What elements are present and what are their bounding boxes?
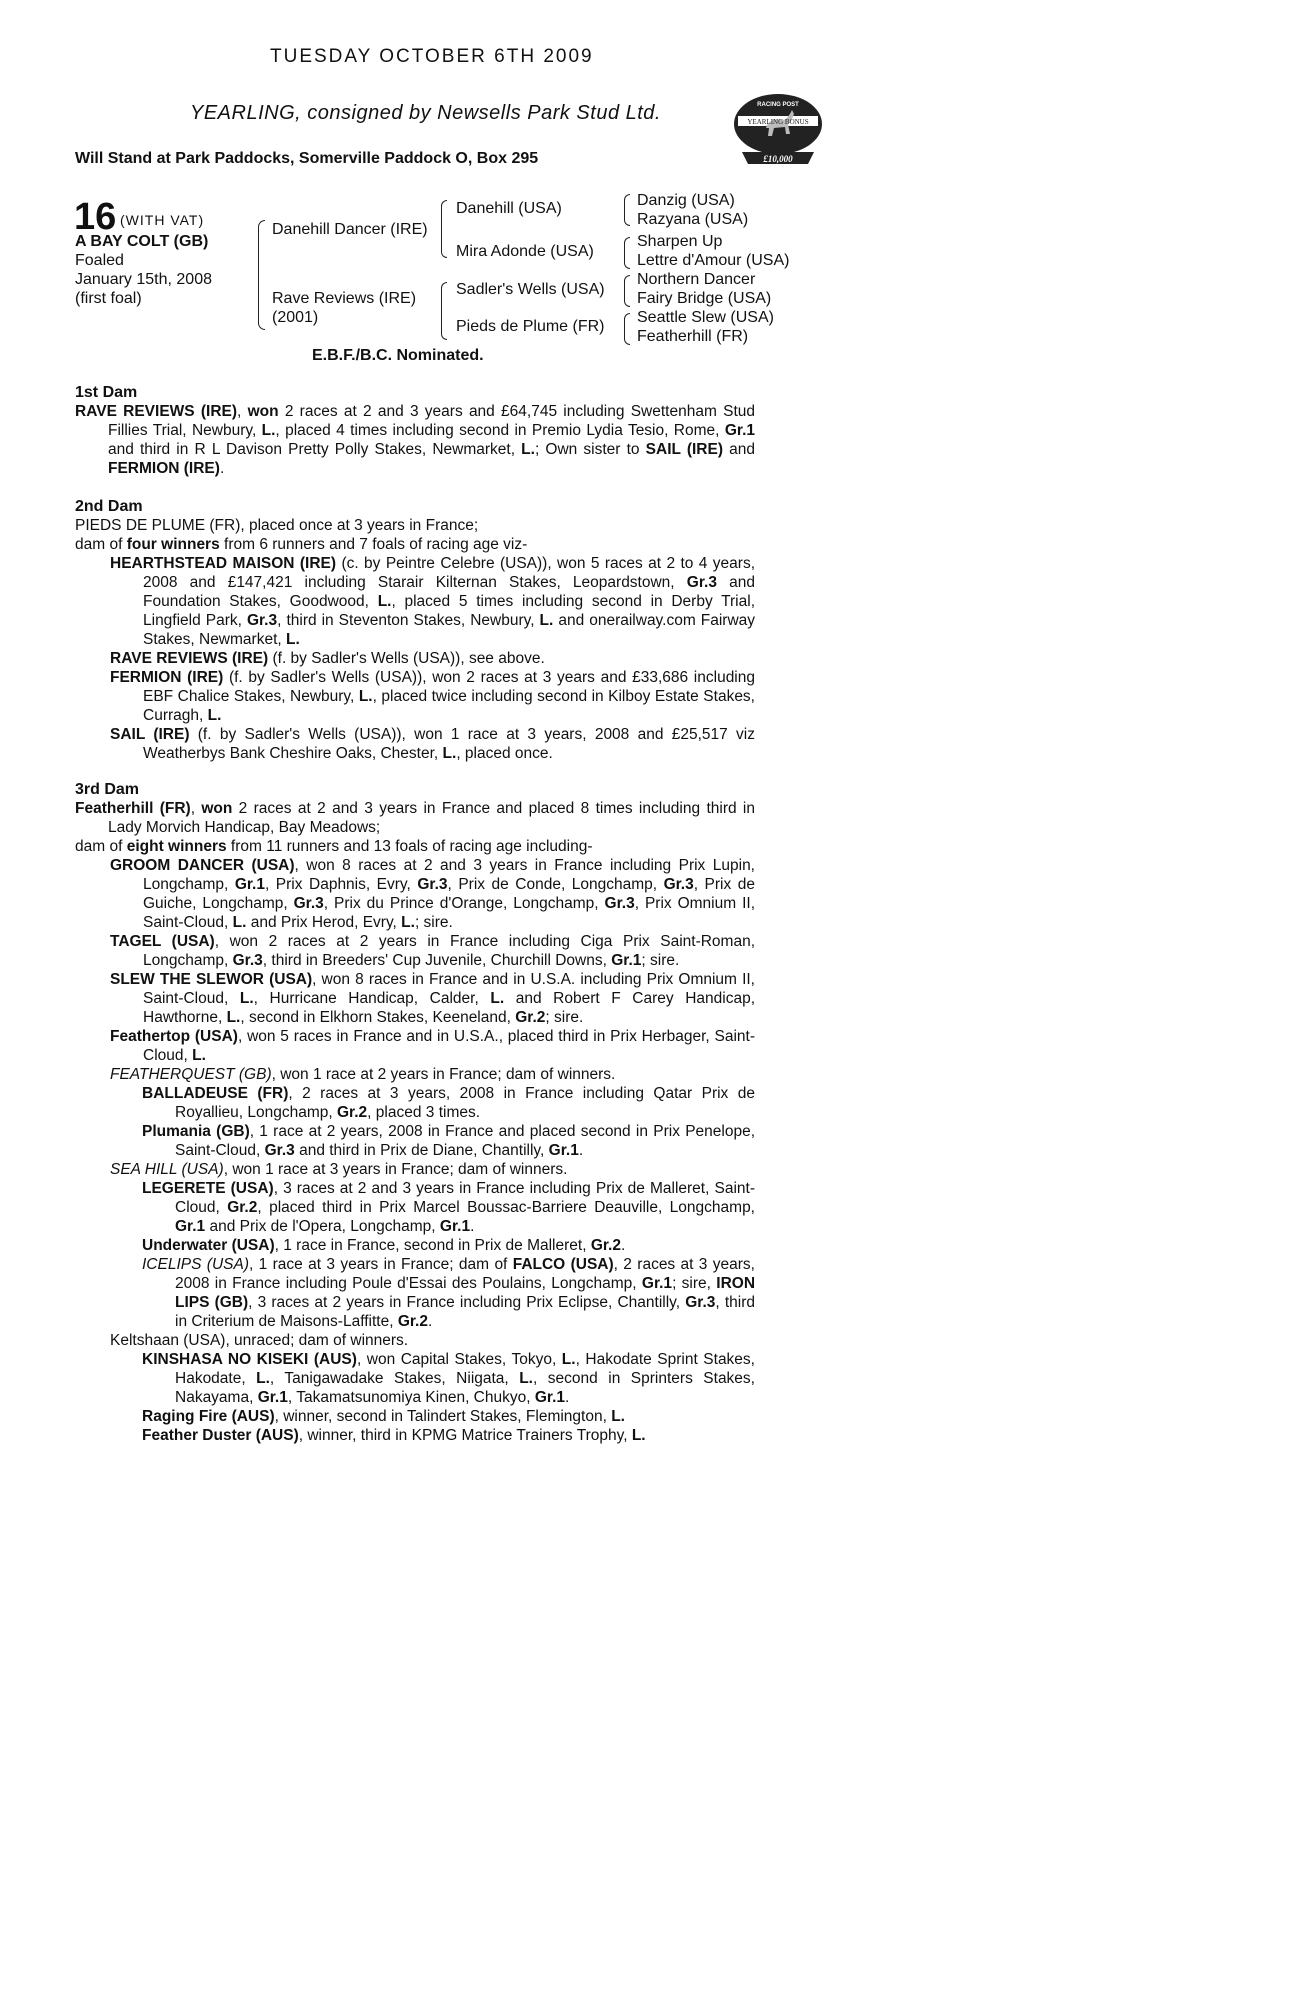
brace-dam [441,282,447,340]
pedigree-g1: Danzig (USA) [637,192,735,209]
pedigree-g6: Fairy Bridge (USA) [637,290,772,307]
section-title: 1st Dam [75,384,138,401]
pedigree-sire: Danehill Dancer (IRE) [272,221,428,238]
pedigree-dam-dam: Pieds de Plume (FR) [456,318,605,335]
progeny-entry: GROOM DANCER (USA), won 8 races at 2 and 3 years in France including Prix Lupin, Longchamp, Gr.1, Prix Daphnis, Evry, Gr.3, Prix de Conde, Longchamp, Gr.3, Prix de Guiche, Longchamp, Gr.3, Prix du Prince d'Orange, Longchamp, Gr.3, Prix Omnium II, Saint-Cloud, L. and Prix Herod, Evry, L.; sire. [110,857,756,931]
progeny-entry: FERMION (IRE) (f. by Sadler's Wells (USA)), won 2 races at 3 years and £33,686 including EBF Chalice Stakes, Newbury, L., placed twice including second in Kilboy Estate Stakes, Curragh, L. [110,669,755,724]
lot-number: 16 [74,196,117,238]
progeny-entry: ICELIPS (USA), 1 race at 3 years in France; dam of FALCO (USA), 2 races at 3 years, 2008 in France including Poule d'Essai des Poulains, Longchamp, Gr.1; sire, IRON LIPS (GB), 3 races at 2 years in France including Prix Eclipse, Chantilly, Gr.3, third in Criterium de Maisons-Laffitte, Gr.2. [142,1256,756,1330]
progeny-entry: Feather Duster (AUS), winner, third in KPMG Matrice Trainers Trophy, L. [142,1427,646,1444]
progeny-entry: SLEW THE SLEWOR (USA), won 8 races in France and in U.S.A. including Prix Omnium II, Saint-Cloud, L., Hurricane Handicap, Calder, L. and Robert F Carey Handicap, Hawthorne, L., second in Elkhorn Stakes, Keeneland, Gr.2; sire. [110,971,755,1026]
second-dam-section [75,498,755,763]
foal-note: (first foal) [75,290,142,307]
pedigree-g8: Featherhill (FR) [637,328,749,345]
brace-g1 [624,194,630,226]
brace-g2 [624,237,630,269]
progeny-entry: TAGEL (USA), won 2 races at 2 years in France including Ciga Prix Saint-Roman, Longchamp, Gr.3, third in Breeders' Cup Juvenile, Churchill Downs, Gr.1; sire. [110,933,756,969]
progeny-entry: Feathertop (USA), won 5 races in France and in U.S.A., placed third in Prix Herbager, Saint-Cloud, L. [110,1028,755,1064]
pedigree-g7: Seattle Slew (USA) [637,309,774,326]
badge-middle: YEARLING BONUS [747,118,809,126]
progeny-entry: Underwater (USA), 1 race in France, second in Prix de Malleret, Gr.2. [142,1237,626,1254]
pedigree-sire-sire: Danehill (USA) [456,200,562,217]
progeny-entry: FEATHERQUEST (GB), won 1 race at 2 years in France; dam of winners. [110,1066,616,1083]
progeny-entry: SEA HILL (USA), won 1 race at 3 years in France; dam of winners. [110,1161,568,1178]
brace-g3 [624,275,630,307]
brace-main [258,220,265,330]
pedigree-g4: Lettre d'Amour (USA) [637,252,790,269]
progeny-entry: Plumania (GB), 1 race at 2 years, 2008 in France and placed second in Prix Penelope, Saint-Cloud, Gr.3 and third in Prix de Diane, Chantilly, Gr.1. [142,1123,756,1159]
progeny-entry: HEARTHSTEAD MAISON (IRE) (c. by Peintre Celebre (USA)), won 5 races at 2 to 4 years, 2008 and £147,421 including Starair Kilternan Stakes, Leopardstown, Gr.3 and Foundation Stakes, Goodwood, L., placed 5 times including second in Derby Trial, Lingfield Park, Gr.3, third in Steventon Stakes, Newbury, L. and onerailway.com Fairway Stakes, Newmarket, L. [110,555,756,648]
yearling-bonus-badge [728,90,828,166]
vat-note: (WITH VAT) [120,212,205,228]
progeny-entry: SAIL (IRE) (f. by Sadler's Wells (USA)), won 1 race at 3 years, 2008 and £25,517 viz Weatherbys Bank Cheshire Oaks, Chester, L., placed once. [110,726,755,762]
third-dam-section [75,781,755,1445]
third-dam-intro: Featherhill (FR), won 2 races at 2 and 3 years in France and placed 8 times including third in Lady Morvich Handicap, Bay Meadows; [75,800,755,836]
first-dam-section [75,384,755,478]
progeny-entry: LEGERETE (USA), 3 races at 2 and 3 years in France including Prix de Malleret, Saint-Cloud, Gr.2, placed third in Prix Marcel Boussac-Barriere Deauville, Longchamp, Gr.1 and Prix de l'Opera, Longchamp, Gr.1. [142,1180,755,1235]
progeny-entry: KINSHASA NO KISEKI (AUS), won Capital Stakes, Tokyo, L., Hakodate Sprint Stakes, Hakodate, L., Tanigawadake Stakes, Niigata, L., second in Sprinters Stakes, Nakayama, Gr.1, Takamatsunomiya Kinen, Chukyo, Gr.1. [142,1351,755,1406]
badge-top: RACING POST [757,102,799,108]
nomination-status: E.B.F./B.C. Nominated. [312,347,484,364]
foaled-date: January 15th, 2008 [75,271,212,288]
progeny-entry: RAVE REVIEWS (IRE) (f. by Sadler's Wells (USA)), see above. [110,650,545,667]
stand-location: Will Stand at Park Paddocks, Somerville Paddock O, Box 295 [75,150,539,167]
pedigree-dam-sire: Sadler's Wells (USA) [456,281,605,298]
section-title: 3rd Dam [75,781,140,798]
third-dam-summary: dam of eight winners from 11 runners and 13 foals of racing age including- [75,838,593,855]
second-dam-intro: PIEDS DE PLUME (FR), placed once at 3 years in France; [75,517,479,534]
pedigree-dam: Rave Reviews (IRE) [272,290,417,307]
section-title: 2nd Dam [75,498,143,515]
second-dam-summary: dam of four winners from 6 runners and 7 foals of racing age viz- [75,536,528,553]
progeny-entry: BALLADEUSE (FR), 2 races at 3 years, 2008 in France including Qatar Prix de Royallieu, Longchamp, Gr.2, placed 3 times. [142,1085,755,1121]
badge-bottom: £10,000 [763,154,793,164]
sale-date: TUESDAY OCTOBER 6TH 2009 [270,46,594,67]
brace-g4 [624,313,630,345]
pedigree-dam-year: (2001) [272,309,319,326]
consignment-line: YEARLING, consigned by Newsells Park Stud Ltd. [190,102,661,124]
progeny-entry: Raging Fire (AUS), winner, second in Talindert Stakes, Flemington, L. [142,1408,625,1425]
pedigree-sire-dam: Mira Adonde (USA) [456,243,594,260]
progeny-entry: Keltshaan (USA), unraced; dam of winners. [110,1332,409,1349]
pedigree-g3: Sharpen Up [637,233,723,250]
brace-sire [441,200,447,258]
pedigree-g5: Northern Dancer [637,271,756,288]
first-dam-record: RAVE REVIEWS (IRE), won 2 races at 2 and 3 years and £64,745 including Swettenham Stud Fillies Trial, Newbury, L., placed 4 times including second in Premio Lydia Tesio, Rome, Gr.1 and third in R L Davison Pretty Polly Stakes, Newmarket, L.; Own sister to SAIL (IRE) and FERMION (IRE). [75,403,756,477]
horse-description: A BAY COLT (GB) [75,233,209,250]
pedigree-g2: Razyana (USA) [637,211,749,228]
foaled-label: Foaled [75,252,124,269]
